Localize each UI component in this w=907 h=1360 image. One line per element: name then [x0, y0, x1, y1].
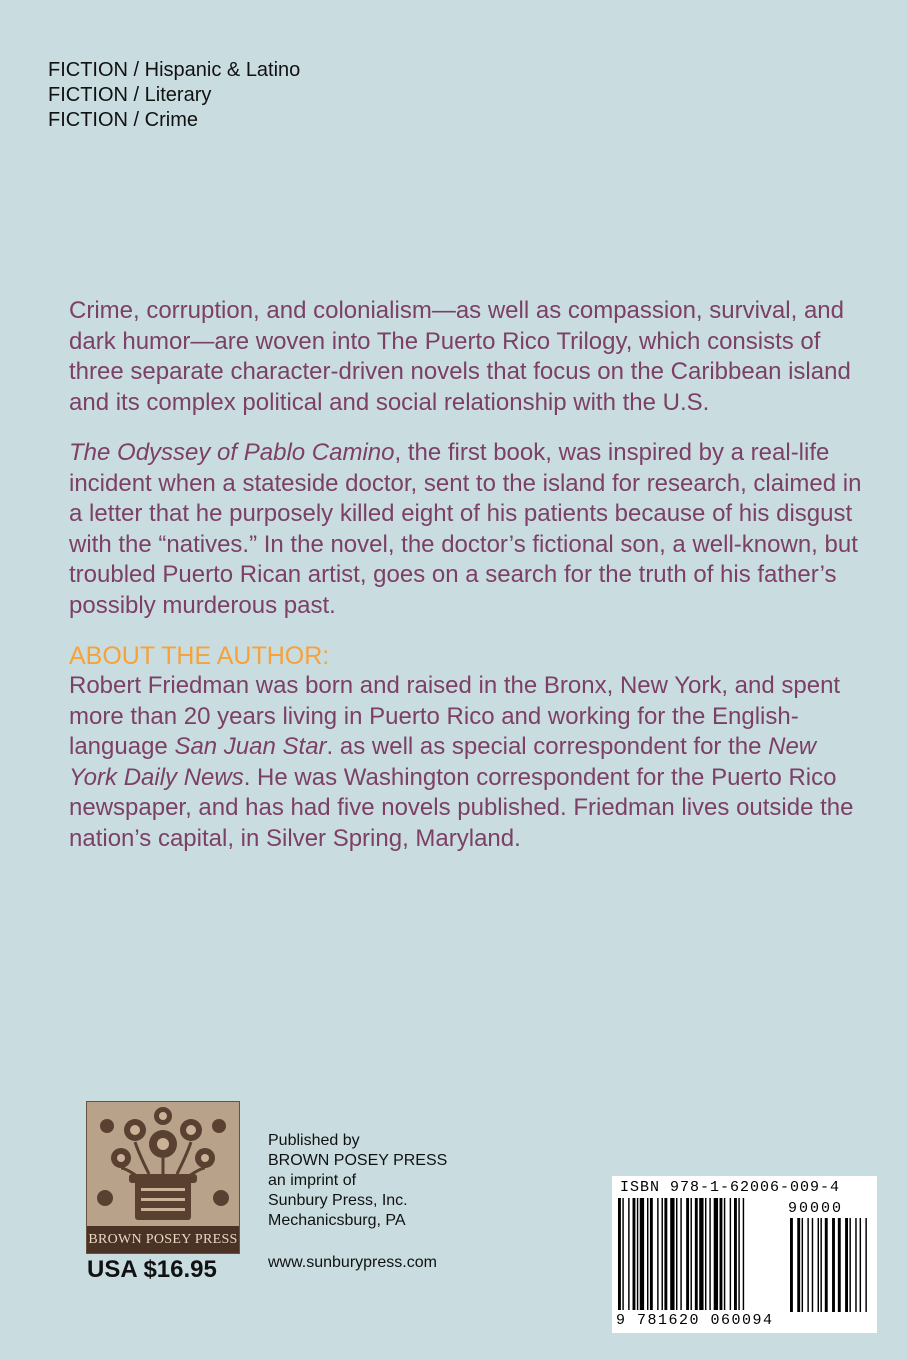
publisher-line: an imprint of	[268, 1172, 357, 1189]
category-list	[48, 58, 300, 133]
blurb-paragraph-2-text: , the first book, was inspired by a real-life incident when a stateside doctor, sent to the island for research, claimed in a letter that he purposely killed eight of his patients because of his disgust with the “natives.” In the novel, the doctor’s fictional son, a well-known, but troubled Puerto Rican artist, goes on a search for the truth of his father’s possibly murderous past.	[69, 439, 862, 619]
publisher-line: Published by	[268, 1132, 360, 1149]
barcode	[612, 1176, 877, 1333]
book-blurb	[69, 296, 869, 874]
logo-label: BROWN POSEY PRESS	[87, 1226, 239, 1253]
publisher-url: www.sunburypress.com	[268, 1254, 437, 1271]
about-text-part: Robert Friedman was born and raised in the Bronx, New York, and spent more than 20 years living in Puerto Rico and working for the English-language	[69, 672, 841, 760]
barcode-addon-number: 90000	[788, 1200, 844, 1217]
newspaper-title: New York Daily News	[69, 733, 817, 791]
blurb-paragraph-2	[69, 438, 869, 621]
about-author-heading: ABOUT THE AUTHOR:	[69, 642, 330, 670]
about-text-part: . He was Washington correspondent for the Puerto Rico newspaper, and has had five novels published. Friedman lives outside the nation’s capital, in Silver Spring, Maryland.	[69, 763, 854, 852]
publisher-line: Sunbury Press, Inc.	[268, 1192, 408, 1209]
price: USA $16.95	[87, 1256, 217, 1283]
category-item: FICTION / Hispanic & Latino	[48, 59, 301, 81]
book-title: The Odyssey of Pablo Camino	[69, 439, 395, 466]
barcode-number: 9 781620 060094	[616, 1312, 774, 1329]
category-item: FICTION / Crime	[48, 109, 198, 131]
category-item: FICTION / Literary	[48, 84, 212, 106]
newspaper-title: San Juan Star	[174, 733, 327, 760]
flower-basket-icon	[87, 1102, 239, 1226]
publisher-info	[268, 1131, 447, 1273]
publisher-line: BROWN POSEY PRESS	[268, 1152, 448, 1169]
about-text-part: . as well as special correspondent for the	[326, 733, 769, 760]
barcode-bars-icon	[618, 1198, 872, 1314]
publisher-logo	[86, 1101, 240, 1254]
blurb-paragraph-1: Crime, corruption, and colonialism—as well as compassion, survival, and dark humor—are woven into The Puerto Rico Trilogy, which consists of three separate character-driven novels that focus on the Caribbean island and its complex political and social relationship with the U.S.	[69, 297, 851, 416]
isbn-text: ISBN 978-1-62006-009-4	[620, 1179, 841, 1196]
publisher-line: Mechanicsburg, PA	[268, 1212, 406, 1229]
about-author-text	[69, 671, 869, 854]
